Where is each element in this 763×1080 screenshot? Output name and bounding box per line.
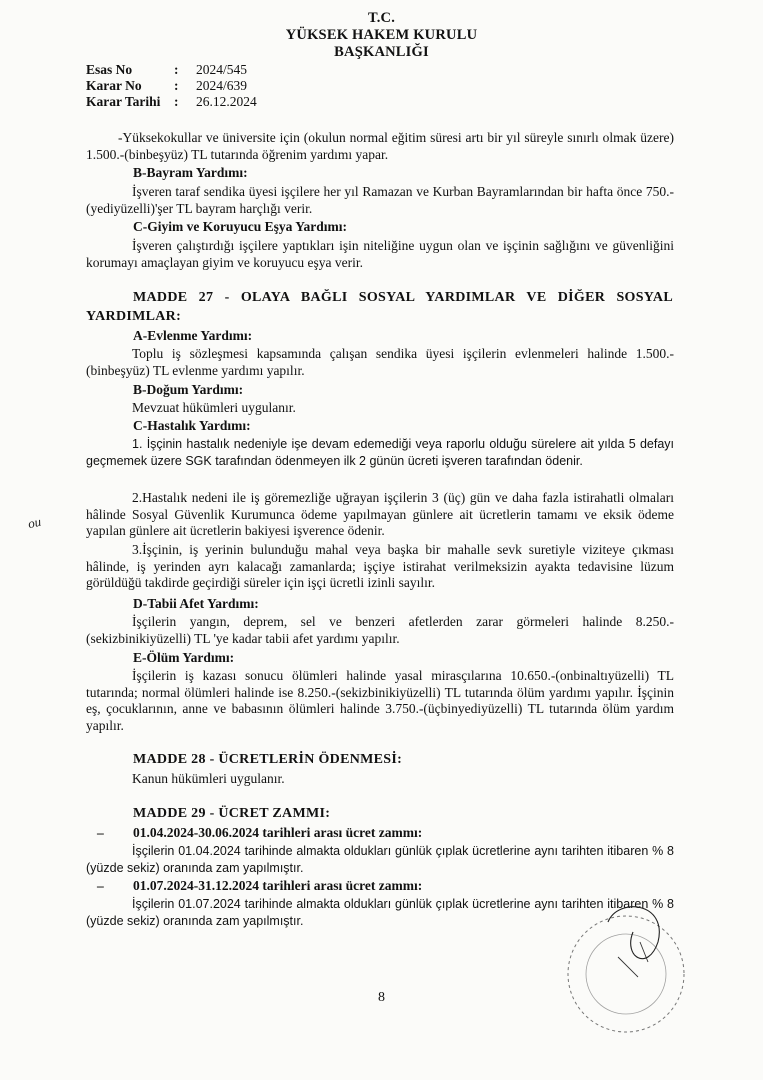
paragraph-university-aid: -Yüksekokullar ve üniversite için (okulun normal eğitim süresi artı bir yıl süreyle sınırlı olmak üzere) 1.500.-(binbeşyüz) TL tutarında öğrenim yardımı yapar. <box>86 130 674 162</box>
meta-value: 26.12.2024 <box>196 94 257 109</box>
meta-label: Karar Tarihi <box>86 94 161 109</box>
meta-row-tarih <box>86 94 257 110</box>
heading-madde-29: MADDE 29 - ÜCRET ZAMMI: <box>133 806 331 821</box>
heading-giyim: C-Giyim ve Koruyucu Eşya Yardımı: <box>133 219 347 234</box>
header-tc: T.C. <box>367 10 396 26</box>
meta-value: 2024/545 <box>196 62 248 77</box>
bullet-period-1-text: 01.04.2024-30.06.2024 tarihleri arası ücret zammı: <box>133 825 423 840</box>
bullet-period-2-text: 01.07.2024-31.12.2024 tarihleri arası ücret zammı: <box>133 878 423 893</box>
paragraph-madde-28: Kanun hükümleri uygulanır. <box>132 771 285 786</box>
case-metadata <box>86 62 257 110</box>
heading-madde-27-line2: YARDIMLAR: <box>86 309 182 324</box>
heading-madde-27-line1: MADDE 27 - OLAYA BAĞLI SOSYAL YARDIMLAR VE DİĞER SOSYAL <box>133 290 673 305</box>
meta-sep: : <box>174 62 179 77</box>
meta-label: Esas No <box>86 62 133 77</box>
paragraph-zam-2: İşçilerin 01.07.2024 tarihinde almakta oldukları günlük çıplak ücretlerine aynı tarihten itibaren % 8 (yüzde sekiz) oranında zam yapılmıştır. <box>86 897 674 928</box>
heading-madde-28: MADDE 28 - ÜCRETLERİN ÖDENMESİ: <box>133 752 403 767</box>
dash-symbol: – <box>97 825 104 840</box>
heading-evlenme: A-Evlenme Yardımı: <box>133 328 253 343</box>
meta-row-esas <box>86 62 257 78</box>
heading-dogum: B-Doğum Yardımı: <box>133 382 244 397</box>
official-seal-stamp <box>548 902 698 1042</box>
paragraph-hastalik-2: 2.Hastalık nedeni ile iş göremezliğe uğrayan işçilerin 3 (üç) gün ve daha fazla istirahatli olmaları hâlinde Sosyal Güvenlik Kurumunca ödeme yapılmayan günlere ait ücretlerin tamamı ve eksik ödeme yapılan günlere ait ücretlerin bakiyesi işverence ödenir. <box>86 490 674 538</box>
paragraph-evlenme: Toplu iş sözleşmesi kapsamında çalışan sendika üyesi işçilerin evlenmeleri halinde 1.500.-(binbeşyüz) TL evlenme yardımı yapılır. <box>86 346 674 378</box>
meta-value: 2024/639 <box>196 78 248 93</box>
paragraph-afet: İşçilerin yangın, deprem, sel ve benzeri afetlerden zarar görmeleri halinde 8.250.-(sekizbinikiyüzelli) TL 'ye kadar tabii afet yardımı yapılır. <box>86 614 674 646</box>
signature-mark <box>608 907 659 959</box>
paragraph-hastalik-1: 1. İşçinin hastalık nedeniyle işe devam edemediği veya raporlu olduğu sürelere ait yılda 5 defayı geçmemek üzere SGK tarafından ödenmeyen ilk 2 günün ücreti işveren tarafından ödenir. <box>86 437 674 468</box>
dash-symbol: – <box>97 878 104 893</box>
paragraph-bayram: İşveren taraf sendika üyesi işçilere her yıl Ramazan ve Kurban Bayramlarından bir hafta önce 750.-(yediyüzelli)'şer TL bayram harçlığı verir. <box>86 184 674 216</box>
bullet-period-1 <box>97 825 422 841</box>
heading-afet: D-Tabii Afet Yardımı: <box>133 596 259 611</box>
handwritten-margin-note: ou <box>26 513 43 532</box>
header-presidency: BAŞKANLIĞI <box>334 44 429 60</box>
meta-sep: : <box>174 94 179 109</box>
paragraph-dogum: Mevzuat hükümleri uygulanır. <box>132 400 296 415</box>
heading-olum: E-Ölüm Yardımı: <box>133 650 235 665</box>
header-institution: YÜKSEK HAKEM KURULU <box>285 27 478 43</box>
heading-hastalik: C-Hastalık Yardımı: <box>133 418 251 433</box>
meta-sep: : <box>174 78 179 93</box>
page-number: 8 <box>378 990 385 1005</box>
bullet-period-2 <box>97 878 422 894</box>
paragraph-olum: İşçilerin iş kazası sonucu ölümleri halinde yasal mirasçılarına 10.650.-(onbinaltıyüzelli) TL tutarında; normal ölümleri halinde ise 8.250.-(sekizbinikiyüzelli) TL tutarında ölüm yardımı yapılır. İşçinin eş, çocuklarının, anne ve babasının ölümleri halinde 3.750.-(üçbinyediyüzelli) TL tutarında ölüm yardım yapılır. <box>86 668 674 733</box>
meta-label: Karar No <box>86 78 142 93</box>
heading-bayram: B-Bayram Yardımı: <box>133 165 248 180</box>
paragraph-hastalik-3: 3.İşçinin, iş yerinin bulunduğu mahal veya başka bir mahalle sevk suretiyle viziteye çıkması hâlinde, iş yerinden ayrı kalacağı zamanlarda; işçiye istirahat verilmeksizin ayakta tedavisine lüzum görüldüğü takdirde geçirdiği süreler için işçi ücretli izinli sayılır. <box>86 542 674 590</box>
paragraph-giyim: İşveren çalıştırdığı işçilere yaptıkları işin niteliğine uygun olan ve işçinin sağlığını ve güvenliğini korumayı amaçlayan giyim ve koruyucu eşya verir. <box>86 238 674 270</box>
meta-row-karar <box>86 78 257 94</box>
paragraph-zam-1: İşçilerin 01.04.2024 tarihinde almakta oldukları günlük çıplak ücretlerine aynı tarihten itibaren % 8 (yüzde sekiz) oranında zam yapılmıştır. <box>86 844 674 875</box>
